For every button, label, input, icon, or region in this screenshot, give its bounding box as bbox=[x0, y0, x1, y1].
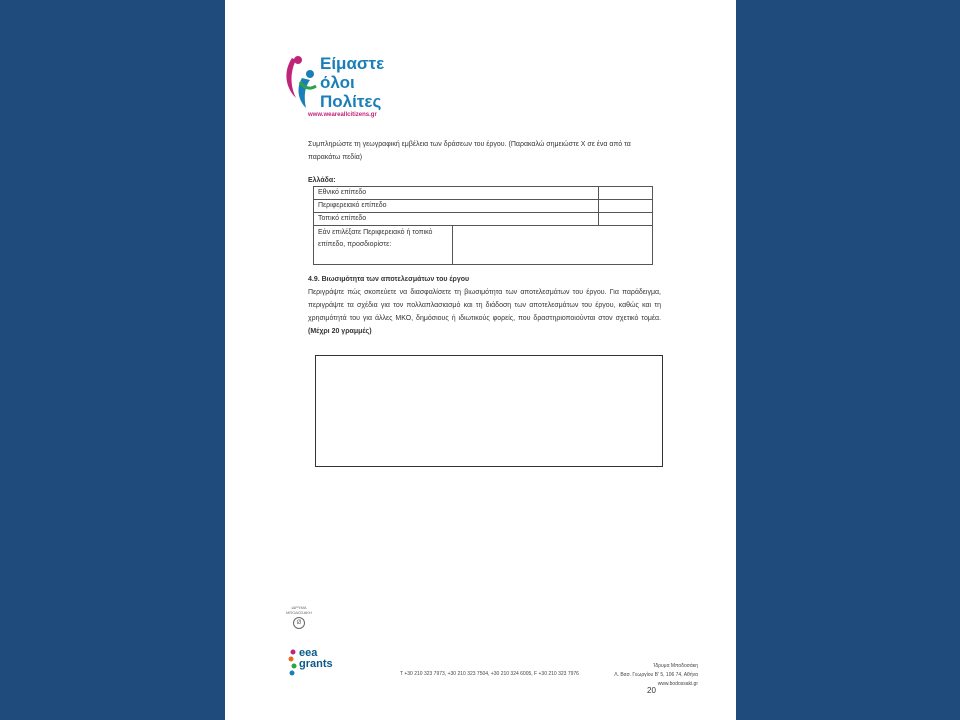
address-line-2: Λ. Βασ. Γεωργίου Β' 5, 106 74, Αθήνα bbox=[614, 672, 698, 678]
section-description bbox=[308, 286, 661, 338]
eea-line-2: grants bbox=[299, 658, 333, 670]
page-number: 20 bbox=[647, 686, 656, 695]
local-level-checkbox-cell[interactable] bbox=[599, 213, 653, 226]
geographic-scope-table bbox=[313, 186, 653, 265]
table-row bbox=[314, 213, 653, 226]
eea-grants-logo bbox=[287, 648, 337, 678]
national-level-label: Εθνικό επίπεδο bbox=[314, 187, 599, 200]
table-row bbox=[314, 187, 653, 200]
weareallcitizens-logo bbox=[282, 50, 432, 125]
table-row bbox=[314, 226, 653, 265]
foundation-mark: Ø bbox=[293, 617, 305, 629]
logo-line-1: Είμαστε bbox=[320, 54, 385, 73]
logo-line-3: Πολίτες bbox=[320, 92, 382, 111]
bodossaki-foundation-logo bbox=[285, 605, 313, 641]
foundation-address bbox=[614, 662, 698, 689]
logo-url: www.weareallcitizens.gr bbox=[308, 112, 377, 118]
website: www.bodossaki.gr bbox=[657, 681, 698, 687]
regional-level-label: Περιφερειακό επίπεδο bbox=[314, 200, 599, 213]
logo-wordmark bbox=[320, 54, 384, 111]
regional-level-checkbox-cell[interactable] bbox=[599, 200, 653, 213]
eea-grants-wordmark bbox=[299, 648, 333, 670]
figures-logo-icon bbox=[282, 52, 318, 110]
logo-line-2: όλοι bbox=[320, 73, 355, 92]
specify-region-label: Εάν επιλέξατε Περιφερειακό ή τοπικό επίπεδο, προσδιορίστε: bbox=[314, 226, 453, 265]
address-line-1: Ίδρυμα Μποδοσάκη bbox=[653, 663, 698, 669]
eea-grants-icon bbox=[287, 648, 299, 676]
foundation-label: ΙΔΡΥΜΑ ΜΠΟΔΟΣΑΚΗ bbox=[286, 605, 312, 615]
local-level-label: Τοπικό επίπεδο bbox=[314, 213, 599, 226]
document-page bbox=[225, 0, 736, 720]
section-title: 4.9. Βιωσιμότητα των αποτελεσμάτων του έργου bbox=[308, 276, 470, 283]
section-body: Περιγράψτε πώς σκοπεύετε να διασφαλίσετε τη βιωσιμότητα των αποτελεσμάτων του έργου. Για παράδειγμα, περιγράψτε τα σχέδια για τον πολλαπλασιασμό και τη διάδοση των αποτελεσμάτων του έργου, καθώς και τη χρησιμότητά του για άλλες ΜΚΟ, δημόσιους ή ιδιωτικούς φορείς, που δραστηριοποιούνται στον σχετικό τομέα. bbox=[308, 289, 661, 322]
sustainability-answer-box[interactable] bbox=[315, 355, 663, 467]
eea-line-1: eea bbox=[299, 647, 318, 659]
intro-instructions: Συμπληρώστε τη γεωγραφική εμβέλεια των δράσεων του έργου. (Παρακαλώ σημειώστε Χ σε ένα από τα παρακάτω πεδία) bbox=[308, 141, 631, 161]
national-level-checkbox-cell[interactable] bbox=[599, 187, 653, 200]
table-row bbox=[314, 200, 653, 213]
specify-region-field[interactable] bbox=[453, 226, 653, 265]
greece-label: Ελλάδα: bbox=[308, 177, 336, 184]
contact-phones: T +30 210 323 7973, +30 210 323 7504, +30 210 324 6005, F +30 210 323 7976 bbox=[400, 671, 579, 677]
section-limit: (Μέχρι 20 γραμμές) bbox=[308, 328, 372, 335]
